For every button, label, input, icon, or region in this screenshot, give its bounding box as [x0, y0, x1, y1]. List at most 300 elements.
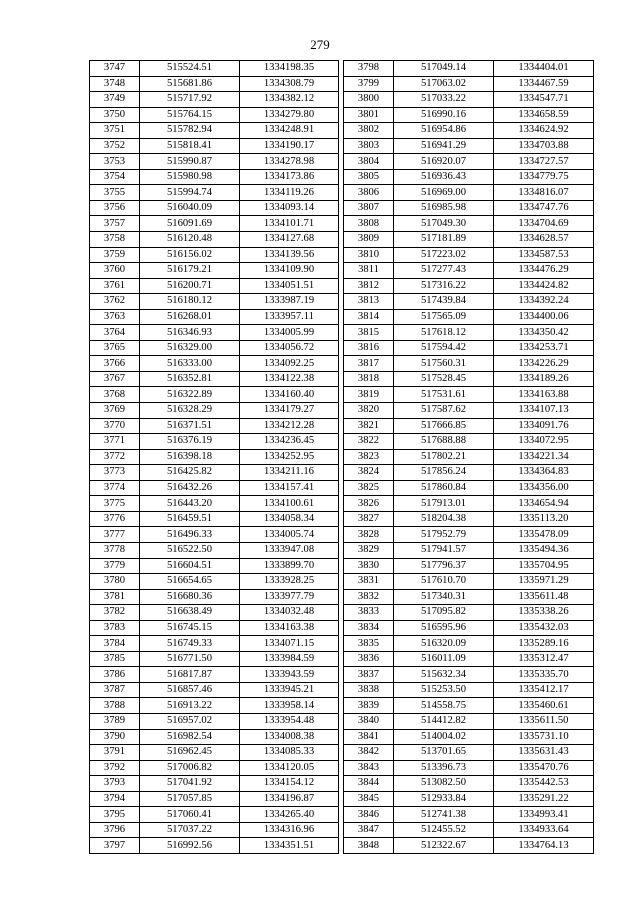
x-coordinate-cell: 517610.70 — [394, 574, 494, 590]
y-coordinate-cell: 1334109.90 — [240, 263, 339, 279]
y-coordinate-cell: 1334252.95 — [240, 449, 339, 465]
table-row — [90, 76, 339, 92]
x-coordinate-cell: 516962.45 — [140, 745, 240, 761]
point-number-cell: 3821 — [344, 418, 394, 434]
point-number-cell: 3747 — [90, 61, 140, 77]
x-coordinate-cell: 515632.34 — [394, 667, 494, 683]
table-row — [344, 278, 594, 294]
x-coordinate-cell: 517041.92 — [140, 776, 240, 792]
table-row — [90, 698, 339, 714]
point-number-cell: 3786 — [90, 667, 140, 683]
y-coordinate-cell: 1334139.56 — [240, 247, 339, 263]
point-number-cell: 3767 — [90, 371, 140, 387]
table-row — [344, 92, 594, 108]
y-coordinate-cell: 1334624.92 — [494, 123, 594, 139]
x-coordinate-cell: 516638.49 — [140, 605, 240, 621]
x-coordinate-cell: 516398.18 — [140, 449, 240, 465]
x-coordinate-cell: 517057.85 — [140, 791, 240, 807]
point-number-cell: 3807 — [344, 200, 394, 216]
table-row — [90, 838, 339, 854]
point-number-cell: 3842 — [344, 745, 394, 761]
x-coordinate-cell: 517594.42 — [394, 340, 494, 356]
x-coordinate-cell: 516180.12 — [140, 294, 240, 310]
table-row — [344, 138, 594, 154]
y-coordinate-cell: 1334100.61 — [240, 496, 339, 512]
table-row — [344, 760, 594, 776]
x-coordinate-cell: 512741.38 — [394, 807, 494, 823]
x-coordinate-cell: 517941.57 — [394, 542, 494, 558]
x-coordinate-cell: 516990.16 — [394, 107, 494, 123]
point-number-cell: 3825 — [344, 480, 394, 496]
point-number-cell: 3828 — [344, 527, 394, 543]
table-row — [90, 387, 339, 403]
y-coordinate-cell: 1335611.50 — [494, 713, 594, 729]
table-row — [344, 371, 594, 387]
x-coordinate-cell: 514004.02 — [394, 729, 494, 745]
table-row — [344, 309, 594, 325]
x-coordinate-cell: 517049.30 — [394, 216, 494, 232]
point-number-cell: 3763 — [90, 309, 140, 325]
point-number-cell: 3789 — [90, 713, 140, 729]
point-number-cell: 3829 — [344, 542, 394, 558]
table-row — [344, 636, 594, 652]
y-coordinate-cell: 1334382.12 — [240, 92, 339, 108]
x-coordinate-cell: 515764.15 — [140, 107, 240, 123]
x-coordinate-cell: 516745.15 — [140, 620, 240, 636]
point-number-cell: 3759 — [90, 247, 140, 263]
y-coordinate-cell: 1333947.08 — [240, 542, 339, 558]
x-coordinate-cell: 516268.01 — [140, 309, 240, 325]
x-coordinate-cell: 516857.46 — [140, 682, 240, 698]
y-coordinate-cell: 1335442.53 — [494, 776, 594, 792]
y-coordinate-cell: 1334278.98 — [240, 154, 339, 170]
y-coordinate-cell: 1335432.03 — [494, 620, 594, 636]
point-number-cell: 3822 — [344, 434, 394, 450]
x-coordinate-cell: 515717.92 — [140, 92, 240, 108]
y-coordinate-cell: 1333899.70 — [240, 558, 339, 574]
table-row — [90, 465, 339, 481]
point-number-cell: 3830 — [344, 558, 394, 574]
y-coordinate-cell: 1334101.71 — [240, 216, 339, 232]
y-coordinate-cell: 1334119.26 — [240, 185, 339, 201]
point-number-cell: 3776 — [90, 511, 140, 527]
y-coordinate-cell: 1334279.80 — [240, 107, 339, 123]
table-row — [344, 387, 594, 403]
y-coordinate-cell: 1334122.38 — [240, 371, 339, 387]
point-number-cell: 3819 — [344, 387, 394, 403]
table-row — [344, 263, 594, 279]
x-coordinate-cell: 515681.86 — [140, 76, 240, 92]
x-coordinate-cell: 516654.65 — [140, 574, 240, 590]
point-number-cell: 3770 — [90, 418, 140, 434]
table-row — [90, 651, 339, 667]
y-coordinate-cell: 1334747.76 — [494, 200, 594, 216]
point-number-cell: 3753 — [90, 154, 140, 170]
point-number-cell: 3805 — [344, 169, 394, 185]
y-coordinate-cell: 1334127.68 — [240, 232, 339, 248]
y-coordinate-cell: 1335704.95 — [494, 558, 594, 574]
table-row — [90, 434, 339, 450]
y-coordinate-cell: 1335611.48 — [494, 589, 594, 605]
y-coordinate-cell: 1334221.34 — [494, 449, 594, 465]
x-coordinate-cell: 517181.89 — [394, 232, 494, 248]
point-number-cell: 3823 — [344, 449, 394, 465]
x-coordinate-cell: 516982.54 — [140, 729, 240, 745]
table-row — [344, 154, 594, 170]
table-row — [344, 356, 594, 372]
point-number-cell: 3840 — [344, 713, 394, 729]
table-row — [344, 791, 594, 807]
table-row — [90, 760, 339, 776]
y-coordinate-cell: 1334091.76 — [494, 418, 594, 434]
x-coordinate-cell: 517666.85 — [394, 418, 494, 434]
x-coordinate-cell: 516352.81 — [140, 371, 240, 387]
table-row — [90, 558, 339, 574]
y-coordinate-cell: 1333945.21 — [240, 682, 339, 698]
x-coordinate-cell: 516322.89 — [140, 387, 240, 403]
x-coordinate-cell: 517060.41 — [140, 807, 240, 823]
x-coordinate-cell: 517913.01 — [394, 496, 494, 512]
table-row — [90, 247, 339, 263]
x-coordinate-cell: 515253.50 — [394, 682, 494, 698]
table-row — [344, 589, 594, 605]
y-coordinate-cell: 1334005.99 — [240, 325, 339, 341]
table-row — [344, 605, 594, 621]
point-number-cell: 3837 — [344, 667, 394, 683]
point-number-cell: 3799 — [344, 76, 394, 92]
x-coordinate-cell: 514558.75 — [394, 698, 494, 714]
x-coordinate-cell: 515782.94 — [140, 123, 240, 139]
y-coordinate-cell: 1333928.25 — [240, 574, 339, 590]
y-coordinate-cell: 1334316.96 — [240, 822, 339, 838]
y-coordinate-cell: 1334547.71 — [494, 92, 594, 108]
y-coordinate-cell: 1335113.20 — [494, 511, 594, 527]
table-row — [344, 620, 594, 636]
x-coordinate-cell: 516179.21 — [140, 263, 240, 279]
y-coordinate-cell: 1334658.59 — [494, 107, 594, 123]
point-number-cell: 3772 — [90, 449, 140, 465]
table-row — [90, 154, 339, 170]
table-row — [344, 216, 594, 232]
point-number-cell: 3810 — [344, 247, 394, 263]
x-coordinate-cell: 516920.07 — [394, 154, 494, 170]
point-number-cell: 3769 — [90, 403, 140, 419]
table-row — [344, 294, 594, 310]
x-coordinate-cell: 517587.62 — [394, 403, 494, 419]
point-number-cell: 3781 — [90, 589, 140, 605]
y-coordinate-cell: 1335289.16 — [494, 636, 594, 652]
point-number-cell: 3792 — [90, 760, 140, 776]
table-row — [90, 776, 339, 792]
table-row — [90, 278, 339, 294]
x-coordinate-cell: 517439.84 — [394, 294, 494, 310]
table-row — [90, 791, 339, 807]
y-coordinate-cell: 1334654.94 — [494, 496, 594, 512]
table-row — [344, 247, 594, 263]
point-number-cell: 3811 — [344, 263, 394, 279]
table-row — [90, 200, 339, 216]
table-row — [344, 200, 594, 216]
y-coordinate-cell: 1334364.83 — [494, 465, 594, 481]
y-coordinate-cell: 1335631.43 — [494, 745, 594, 761]
y-coordinate-cell: 1334816.07 — [494, 185, 594, 201]
x-coordinate-cell: 516011.09 — [394, 651, 494, 667]
point-number-cell: 3751 — [90, 123, 140, 139]
table-row — [344, 745, 594, 761]
table-row — [344, 61, 594, 77]
y-coordinate-cell: 1334032.48 — [240, 605, 339, 621]
point-number-cell: 3748 — [90, 76, 140, 92]
table-row — [344, 185, 594, 201]
point-number-cell: 3797 — [90, 838, 140, 854]
x-coordinate-cell: 517049.14 — [394, 61, 494, 77]
table-row — [344, 449, 594, 465]
table-row — [90, 138, 339, 154]
table-row — [344, 169, 594, 185]
point-number-cell: 3813 — [344, 294, 394, 310]
x-coordinate-cell: 515818.41 — [140, 138, 240, 154]
x-coordinate-cell: 516992.56 — [140, 838, 240, 854]
point-number-cell: 3760 — [90, 263, 140, 279]
y-coordinate-cell: 1334236.45 — [240, 434, 339, 450]
x-coordinate-cell: 516771.50 — [140, 651, 240, 667]
x-coordinate-cell: 515990.87 — [140, 154, 240, 170]
y-coordinate-cell: 1333958.14 — [240, 698, 339, 714]
point-number-cell: 3778 — [90, 542, 140, 558]
point-number-cell: 3796 — [90, 822, 140, 838]
x-coordinate-cell: 516425.82 — [140, 465, 240, 481]
point-number-cell: 3791 — [90, 745, 140, 761]
y-coordinate-cell: 1335731.10 — [494, 729, 594, 745]
point-number-cell: 3768 — [90, 387, 140, 403]
x-coordinate-cell: 513082.50 — [394, 776, 494, 792]
table-row — [90, 356, 339, 372]
x-coordinate-cell: 517277.43 — [394, 263, 494, 279]
x-coordinate-cell: 517618.12 — [394, 325, 494, 341]
x-coordinate-cell: 516328.29 — [140, 403, 240, 419]
x-coordinate-cell: 517856.24 — [394, 465, 494, 481]
y-coordinate-cell: 1333984.59 — [240, 651, 339, 667]
table-row — [90, 232, 339, 248]
table-row — [90, 309, 339, 325]
point-number-cell: 3795 — [90, 807, 140, 823]
point-number-cell: 3817 — [344, 356, 394, 372]
x-coordinate-cell: 515994.74 — [140, 185, 240, 201]
point-number-cell: 3814 — [344, 309, 394, 325]
y-coordinate-cell: 1334058.34 — [240, 511, 339, 527]
table-row — [90, 807, 339, 823]
table-row — [90, 589, 339, 605]
table-row — [90, 61, 339, 77]
x-coordinate-cell: 516522.50 — [140, 542, 240, 558]
y-coordinate-cell: 1333957.11 — [240, 309, 339, 325]
point-number-cell: 3757 — [90, 216, 140, 232]
table-row — [90, 371, 339, 387]
table-row — [90, 263, 339, 279]
table-row — [90, 216, 339, 232]
y-coordinate-cell: 1335412.17 — [494, 682, 594, 698]
x-coordinate-cell: 513396.73 — [394, 760, 494, 776]
y-coordinate-cell: 1334196.87 — [240, 791, 339, 807]
table-row — [90, 325, 339, 341]
y-coordinate-cell: 1334160.40 — [240, 387, 339, 403]
point-number-cell: 3800 — [344, 92, 394, 108]
y-coordinate-cell: 1334212.28 — [240, 418, 339, 434]
y-coordinate-cell: 1335312.47 — [494, 651, 594, 667]
point-number-cell: 3820 — [344, 403, 394, 419]
point-number-cell: 3765 — [90, 340, 140, 356]
point-number-cell: 3833 — [344, 605, 394, 621]
x-coordinate-cell: 516604.51 — [140, 558, 240, 574]
y-coordinate-cell: 1334056.72 — [240, 340, 339, 356]
point-number-cell: 3754 — [90, 169, 140, 185]
x-coordinate-cell: 513701.65 — [394, 745, 494, 761]
table-row — [344, 527, 594, 543]
x-coordinate-cell: 516320.09 — [394, 636, 494, 652]
y-coordinate-cell: 1334993.41 — [494, 807, 594, 823]
y-coordinate-cell: 1334085.33 — [240, 745, 339, 761]
y-coordinate-cell: 1334179.27 — [240, 403, 339, 419]
point-number-cell: 3771 — [90, 434, 140, 450]
x-coordinate-cell: 516969.00 — [394, 185, 494, 201]
table-row — [344, 558, 594, 574]
table-row — [344, 667, 594, 683]
table-row — [90, 340, 339, 356]
point-number-cell: 3812 — [344, 278, 394, 294]
x-coordinate-cell: 516936.43 — [394, 169, 494, 185]
table-row — [344, 698, 594, 714]
table-row — [90, 449, 339, 465]
y-coordinate-cell: 1334173.86 — [240, 169, 339, 185]
table-row — [344, 325, 594, 341]
y-coordinate-cell: 1334703.88 — [494, 138, 594, 154]
y-coordinate-cell: 1334933.64 — [494, 822, 594, 838]
y-coordinate-cell: 1334308.79 — [240, 76, 339, 92]
point-number-cell: 3749 — [90, 92, 140, 108]
y-coordinate-cell: 1333943.59 — [240, 667, 339, 683]
x-coordinate-cell: 517223.02 — [394, 247, 494, 263]
y-coordinate-cell: 1334356.00 — [494, 480, 594, 496]
table-row — [90, 107, 339, 123]
x-coordinate-cell: 517095.82 — [394, 605, 494, 621]
table-row — [344, 232, 594, 248]
y-coordinate-cell: 1334189.26 — [494, 371, 594, 387]
x-coordinate-cell: 516333.00 — [140, 356, 240, 372]
table-row — [344, 107, 594, 123]
point-number-cell: 3790 — [90, 729, 140, 745]
table-row — [90, 418, 339, 434]
table-row — [344, 807, 594, 823]
y-coordinate-cell: 1334093.14 — [240, 200, 339, 216]
table-row — [90, 667, 339, 683]
x-coordinate-cell: 518204.38 — [394, 511, 494, 527]
point-number-cell: 3844 — [344, 776, 394, 792]
point-number-cell: 3793 — [90, 776, 140, 792]
x-coordinate-cell: 516091.69 — [140, 216, 240, 232]
page-number: 279 — [310, 37, 330, 52]
table-row — [344, 713, 594, 729]
x-coordinate-cell: 517796.37 — [394, 558, 494, 574]
x-coordinate-cell: 512322.67 — [394, 838, 494, 854]
table-row — [90, 745, 339, 761]
table-row — [344, 340, 594, 356]
y-coordinate-cell: 1334704.69 — [494, 216, 594, 232]
x-coordinate-cell: 516346.93 — [140, 325, 240, 341]
table-row — [90, 511, 339, 527]
table-row — [344, 465, 594, 481]
point-number-cell: 3839 — [344, 698, 394, 714]
y-coordinate-cell: 1334404.01 — [494, 61, 594, 77]
point-number-cell: 3758 — [90, 232, 140, 248]
x-coordinate-cell: 516443.20 — [140, 496, 240, 512]
x-coordinate-cell: 517033.22 — [394, 92, 494, 108]
x-coordinate-cell: 517037.22 — [140, 822, 240, 838]
y-coordinate-cell: 1334350.42 — [494, 325, 594, 341]
point-number-cell: 3806 — [344, 185, 394, 201]
x-coordinate-cell: 516985.98 — [394, 200, 494, 216]
x-coordinate-cell: 517565.09 — [394, 309, 494, 325]
x-coordinate-cell: 516941.29 — [394, 138, 494, 154]
point-number-cell: 3826 — [344, 496, 394, 512]
x-coordinate-cell: 516954.86 — [394, 123, 494, 139]
point-number-cell: 3831 — [344, 574, 394, 590]
table-row — [344, 729, 594, 745]
table-row — [90, 496, 339, 512]
table-row — [344, 76, 594, 92]
x-coordinate-cell: 516680.36 — [140, 589, 240, 605]
y-coordinate-cell: 1335291.22 — [494, 791, 594, 807]
x-coordinate-cell: 516749.33 — [140, 636, 240, 652]
x-coordinate-cell: 517316.22 — [394, 278, 494, 294]
point-number-cell: 3841 — [344, 729, 394, 745]
x-coordinate-cell: 516957.02 — [140, 713, 240, 729]
x-coordinate-cell: 512455.52 — [394, 822, 494, 838]
table-row — [90, 574, 339, 590]
y-coordinate-cell: 1334163.88 — [494, 387, 594, 403]
table-row — [90, 294, 339, 310]
y-coordinate-cell: 1334467.59 — [494, 76, 594, 92]
y-coordinate-cell: 1334071.15 — [240, 636, 339, 652]
table-row — [344, 822, 594, 838]
y-coordinate-cell: 1334248.91 — [240, 123, 339, 139]
x-coordinate-cell: 517528.45 — [394, 371, 494, 387]
y-coordinate-cell: 1334587.53 — [494, 247, 594, 263]
coordinate-table-left — [89, 60, 339, 854]
table-row — [344, 496, 594, 512]
point-number-cell: 3750 — [90, 107, 140, 123]
y-coordinate-cell: 1333987.19 — [240, 294, 339, 310]
point-number-cell: 3801 — [344, 107, 394, 123]
table-row — [90, 527, 339, 543]
y-coordinate-cell: 1334764.13 — [494, 838, 594, 854]
point-number-cell: 3752 — [90, 138, 140, 154]
table-row — [90, 92, 339, 108]
x-coordinate-cell: 512933.84 — [394, 791, 494, 807]
y-coordinate-cell: 1335494.36 — [494, 542, 594, 558]
point-number-cell: 3777 — [90, 527, 140, 543]
table-row — [90, 822, 339, 838]
point-number-cell: 3779 — [90, 558, 140, 574]
x-coordinate-cell: 516200.71 — [140, 278, 240, 294]
x-coordinate-cell: 516432.26 — [140, 480, 240, 496]
x-coordinate-cell: 516459.51 — [140, 511, 240, 527]
point-number-cell: 3782 — [90, 605, 140, 621]
x-coordinate-cell: 517860.84 — [394, 480, 494, 496]
point-number-cell: 3815 — [344, 325, 394, 341]
x-coordinate-cell: 516120.48 — [140, 232, 240, 248]
point-number-cell: 3794 — [90, 791, 140, 807]
point-number-cell: 3808 — [344, 216, 394, 232]
